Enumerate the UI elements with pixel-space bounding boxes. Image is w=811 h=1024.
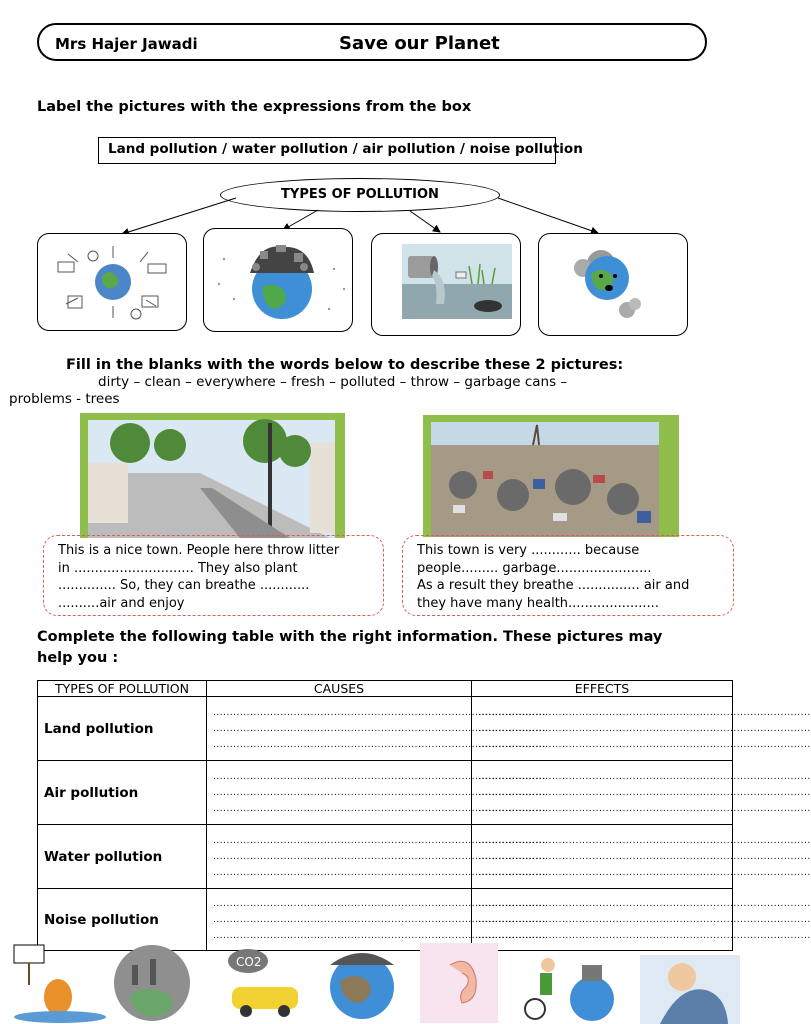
dotted-line: ................................................................................................... xyxy=(478,771,811,782)
dotted-line: ................................................................................................... xyxy=(478,898,811,909)
dotted-line: ................................................................................................... xyxy=(213,803,546,814)
boy-cycling-earth-icon xyxy=(525,958,614,1021)
clean-street-image xyxy=(80,413,345,538)
row-label-noise: Noise pollution xyxy=(38,889,207,951)
dotted-line: ................................................................................................... xyxy=(213,835,546,846)
dirty-town-photo xyxy=(423,415,679,537)
pipe-water-icon xyxy=(372,234,522,337)
instruction-fill-blanks: Fill in the blanks with the words below to describe these 2 pictures: xyxy=(66,357,624,373)
word-list-line-2: problems - trees xyxy=(9,391,120,407)
pollution-table xyxy=(37,680,811,951)
causes-cell[interactable] xyxy=(207,697,546,761)
dotted-line: ................................................................................................... xyxy=(478,739,811,750)
clean-town-text-box xyxy=(43,535,384,616)
word-box-text: Land pollution / water pollution / air pollution / noise pollution xyxy=(108,141,583,157)
noise-pollution-picture xyxy=(37,233,187,331)
clean-text-line-2: in ............................. They also plant xyxy=(58,560,298,576)
fish-in-polluted-water-icon xyxy=(14,945,106,1023)
effects-cell[interactable] xyxy=(472,697,811,761)
man-coughing-icon xyxy=(640,955,740,1024)
table-row xyxy=(38,761,733,825)
dotted-line: ................................................................................................... xyxy=(478,835,811,846)
car-exhaust-co2-icon xyxy=(228,949,298,1017)
dotted-line: ................................................................................................... xyxy=(213,851,546,862)
effects-cell[interactable] xyxy=(472,825,811,889)
table-row xyxy=(38,697,733,761)
dirty-text-line-2: people......... garbage....................... xyxy=(417,560,652,576)
dotted-line: ................................................................................................... xyxy=(478,787,811,798)
dotted-line: ................................................................................................... xyxy=(478,723,811,734)
ear-noise-icon xyxy=(420,943,498,1023)
clean-town-photo xyxy=(80,413,345,538)
dirty-town-text-box xyxy=(402,535,734,616)
polluted-earth-icon xyxy=(330,953,394,1019)
oval-label: TYPES OF POLLUTION xyxy=(281,187,439,202)
clean-text-line-3: .............. So, they can breathe ............ xyxy=(58,578,310,593)
clean-text-line-1: This is a nice town. People here throw litter xyxy=(58,543,340,558)
causes-cell[interactable] xyxy=(207,761,546,825)
water-pollution-pipe-picture xyxy=(371,233,521,336)
instruction-complete-table-2: help you : xyxy=(37,650,119,666)
dotted-line: ................................................................................................... xyxy=(213,739,546,750)
svg-text:CO2: CO2 xyxy=(236,955,262,969)
dotted-line: ................................................................................................... xyxy=(478,707,811,718)
dotted-line: ................................................................................................... xyxy=(478,803,811,814)
dotted-line: ................................................................................................... xyxy=(213,914,546,925)
dotted-line: ................................................................................................... xyxy=(478,867,811,878)
row-label-air: Air pollution xyxy=(38,761,207,825)
dotted-line: ................................................................................................... xyxy=(478,930,811,941)
garbage-earth-icon xyxy=(204,229,354,333)
clean-text-line-4: ..........air and enjoy xyxy=(58,595,185,611)
dirty-text-line-4: they have many health...................... xyxy=(417,595,659,611)
dotted-line: ................................................................................................... xyxy=(213,787,546,798)
author-name: Mrs Hajer Jawadi xyxy=(55,35,198,53)
dotted-line: ................................................................................................... xyxy=(213,723,546,734)
table-row xyxy=(38,825,733,889)
dotted-line: ................................................................................................... xyxy=(213,898,546,909)
page-title: Save our Planet xyxy=(339,33,500,54)
bottom-picture-strip xyxy=(0,935,768,1024)
land-pollution-earth-picture xyxy=(203,228,353,332)
garbage-dump-image xyxy=(423,415,679,537)
smoggy-earth-icon xyxy=(114,945,190,1021)
connector-arrows xyxy=(0,0,768,240)
dotted-line: ................................................................................................... xyxy=(478,851,811,862)
row-label-water: Water pollution xyxy=(38,825,207,889)
word-list-line-1: dirty – clean – everywhere – fresh – polluted – throw – garbage cans – xyxy=(98,374,568,390)
dirty-text-line-3: As a result they breathe ............... air and xyxy=(417,578,690,593)
instruction-label-pictures: Label the pictures with the expressions from the box xyxy=(37,99,472,115)
instruction-complete-table-1: Complete the following table with the right information. These pictures may xyxy=(37,629,663,645)
header-causes: CAUSES xyxy=(207,681,472,697)
header-effects: EFFECTS xyxy=(472,681,733,697)
effects-cell[interactable] xyxy=(472,761,811,825)
dotted-line: ................................................................................................... xyxy=(213,930,546,941)
noise-earth-icon xyxy=(38,234,188,332)
dotted-line: ................................................................................................... xyxy=(213,707,546,718)
row-label-land: Land pollution xyxy=(38,697,207,761)
dotted-line: ................................................................................................... xyxy=(213,771,546,782)
sick-earth-icon xyxy=(539,234,689,337)
dotted-line: ................................................................................................... xyxy=(478,914,811,925)
air-pollution-earth-picture xyxy=(538,233,688,336)
header-types: TYPES OF POLLUTION xyxy=(38,681,207,697)
dotted-line: ................................................................................................... xyxy=(213,867,546,878)
dirty-text-line-1: This town is very ............ because xyxy=(417,543,640,558)
causes-cell[interactable] xyxy=(207,825,546,889)
